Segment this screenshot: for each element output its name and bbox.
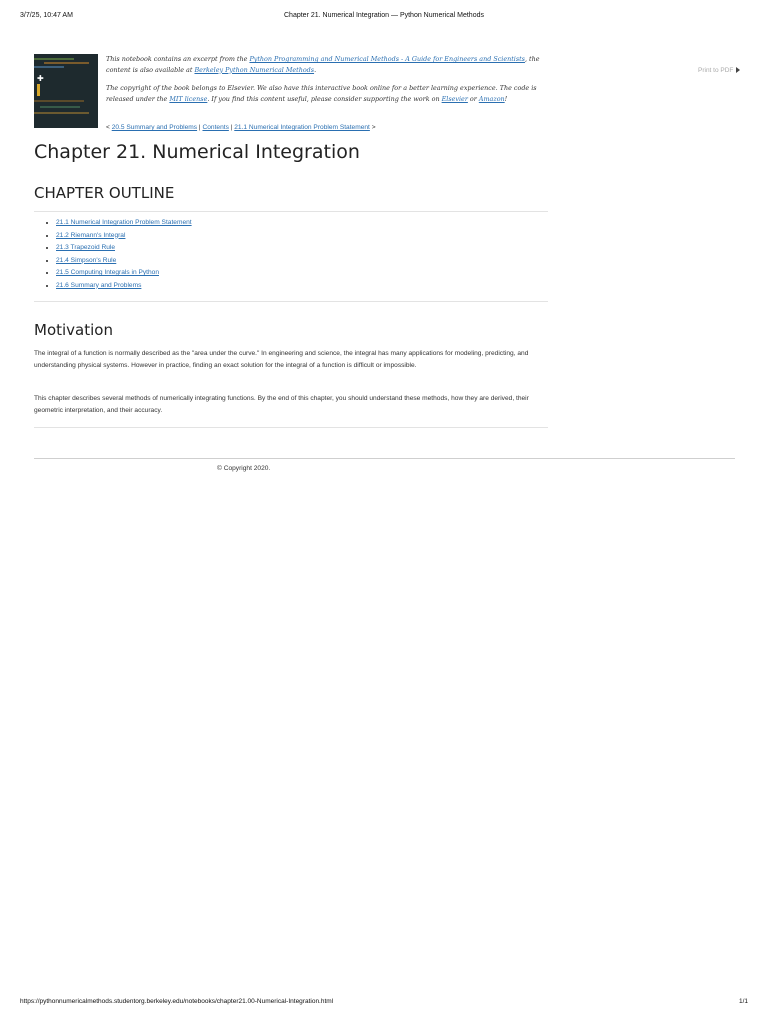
motivation-paragraph: The integral of a function is normally described as the "area under the curve." In engineering and science, the integral has many applications for modeling, predicting, and understanding physical systems. However in practice, finding an exact solution for the integral of a function is difficult or impossible. — [34, 350, 529, 370]
copyright-note: . If you find this content useful, please consider supporting the work on — [207, 94, 442, 103]
print-footer — [20, 998, 748, 1010]
copyright-note: ! — [504, 94, 508, 103]
list-item — [56, 230, 192, 243]
intro-text: . — [314, 65, 317, 74]
breadcrumb-bracket: < — [106, 124, 112, 131]
intro-text: This notebook contains an excerpt from the — [106, 55, 250, 63]
elsevier-logo-icon: ✚ — [37, 74, 44, 83]
list-item — [56, 242, 192, 255]
amazon-link[interactable]: Amazon — [478, 94, 505, 103]
divider — [34, 427, 548, 428]
intro-text: , the content is also available at — [106, 55, 540, 74]
book-link[interactable]: Python Programming and Numerical Methods - A Guide for Engineers and Scientists — [249, 55, 525, 63]
list-item — [56, 280, 192, 293]
list-item — [56, 255, 192, 268]
breadcrumb-separator: | — [197, 124, 203, 131]
chapter-outline-heading: CHAPTER OUTLINE — [34, 184, 175, 202]
print-page-title: Chapter 21. Numerical Integration — Python Numerical Methods — [284, 12, 484, 19]
toc-link[interactable]: 21.5 Computing Integrals in Python — [56, 269, 159, 276]
notebook-intro — [34, 54, 554, 146]
copyright-note: or — [467, 94, 479, 103]
contents-link[interactable]: Contents — [202, 124, 229, 131]
footer-divider — [34, 458, 735, 459]
print-header — [20, 12, 748, 24]
copyright-note: The copyright of the book belongs to Elsevier. We also have this interactive book online for a better learning experience. The code is released under the — [106, 84, 537, 103]
elsevier-link[interactable]: Elsevier — [441, 94, 468, 103]
prev-section-link[interactable]: 20.5 Summary and Problems — [111, 124, 198, 131]
motivation-heading: Motivation — [34, 321, 113, 339]
next-section-link[interactable]: 21.1 Numerical Integration Problem Statement — [234, 124, 370, 131]
breadcrumb-bracket: > — [369, 124, 376, 131]
breadcrumb — [106, 124, 376, 131]
toc-link[interactable]: 21.1 Numerical Integration Problem Statement — [56, 219, 192, 226]
play-arrow-icon — [736, 67, 740, 73]
page-title: Chapter 21. Numerical Integration — [34, 141, 360, 163]
divider — [34, 301, 548, 302]
berkeley-link[interactable]: Berkeley Python Numerical Methods — [194, 65, 315, 74]
toc-link[interactable]: 21.4 Simpson's Rule — [56, 256, 117, 264]
page-number: 1/1 — [738, 998, 748, 1005]
toc-link[interactable]: 21.6 Summary and Problems — [56, 281, 142, 289]
toc-link[interactable]: 21.3 Trapezoid Rule — [56, 244, 116, 251]
print-to-pdf-button[interactable] — [698, 67, 740, 74]
list-item — [56, 217, 192, 230]
mit-license-link[interactable]: MIT license — [169, 94, 208, 103]
page-url: https://pythonnumericalmethods.studentorg.berkeley.edu/notebooks/chapter21.00-Numerical-Integration.html — [20, 998, 334, 1005]
print-datetime: 3/7/25, 10:47 AM — [20, 12, 73, 19]
chapter-outline-list — [34, 217, 192, 292]
breadcrumb-separator: | — [228, 124, 235, 131]
print-to-pdf-label: Print to PDF — [698, 67, 734, 74]
toc-link[interactable]: 21.2 Riemann's Integral — [56, 231, 126, 239]
motivation-paragraph: This chapter describes several methods of numerically integrating functions. By the end of this chapter, you should understand these methods, how they are derived, their geometric interpretation, and their accuracy. — [34, 395, 529, 415]
copyright-text: © Copyright 2020. — [217, 465, 271, 472]
list-item — [56, 267, 192, 280]
book-cover-image[interactable] — [34, 54, 98, 128]
divider — [34, 211, 548, 212]
